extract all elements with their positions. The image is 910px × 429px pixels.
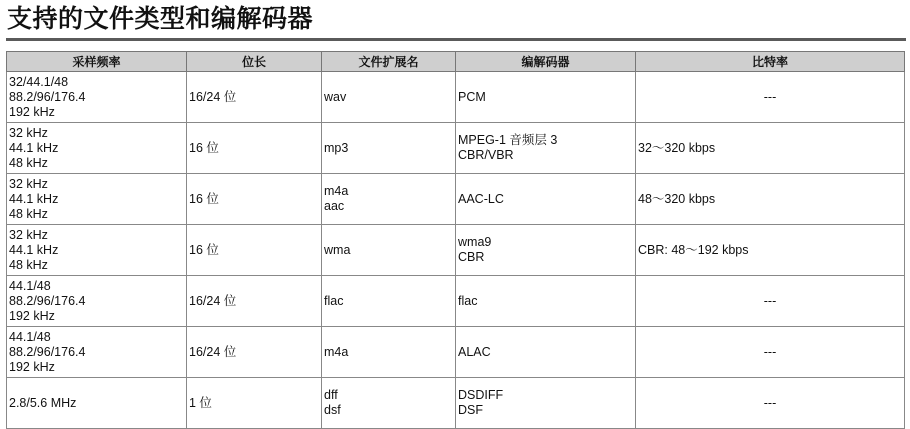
table-row: [7, 174, 905, 225]
codec-cell-line: CBR/VBR: [458, 148, 514, 162]
table-row: [7, 327, 905, 378]
bit-length-cell: 16/24 位: [187, 327, 322, 378]
bitrate-cell: 48～320 kbps: [636, 174, 905, 225]
header-codec: 编解码器: [456, 52, 636, 72]
bit-length-cell: 16/24 位: [187, 72, 322, 123]
sampling-frequency-cell-line: 32 kHz: [9, 176, 48, 191]
bitrate-cell: ---: [636, 327, 905, 378]
bitrate-cell: CBR: 48～192 kbps: [636, 225, 905, 276]
sampling-frequency-cell-line: 192 kHz: [9, 104, 55, 119]
sampling-frequency-cell-line: 48 kHz: [9, 257, 48, 272]
header-bit-length: 位长: [187, 52, 322, 72]
sampling-frequency-cell-line: 44.1/48: [9, 278, 51, 293]
sampling-frequency-cell: [7, 225, 187, 276]
header-sampling-frequency: 采样频率: [7, 52, 187, 72]
bit-length-cell: 16 位: [187, 123, 322, 174]
title-divider: [6, 38, 906, 41]
bitrate-cell: ---: [636, 72, 905, 123]
sampling-frequency-cell: [7, 174, 187, 225]
sampling-frequency-cell-line: 192 kHz: [9, 308, 55, 323]
codec-cell-line: DSDIFF: [458, 388, 504, 402]
file-extension-cell-line: mp3: [324, 140, 349, 155]
sampling-frequency-cell-line: 192 kHz: [9, 359, 55, 374]
header-bitrate: 比特率: [636, 52, 905, 72]
sampling-frequency-cell-line: 88.2/96/176.4: [9, 344, 86, 359]
page-title: 支持的文件类型和编解码器: [7, 4, 314, 33]
sampling-frequency-cell-line: 44.1 kHz: [9, 191, 59, 206]
bit-length-cell: 16 位: [187, 174, 322, 225]
file-extension-cell-line: flac: [324, 293, 344, 308]
file-extension-cell-line: m4a: [324, 184, 349, 198]
sampling-frequency-cell-line: 32/44.1/48: [9, 74, 69, 89]
file-extension-cell: [322, 225, 456, 276]
sampling-frequency-cell-line: 44.1/48: [9, 329, 51, 344]
file-extension-cell: [322, 72, 456, 123]
sampling-frequency-cell-line: 44.1 kHz: [9, 242, 59, 257]
sampling-frequency-cell: [7, 327, 187, 378]
sampling-frequency-cell: [7, 123, 187, 174]
table-row: [7, 123, 905, 174]
sampling-frequency-cell-line: 48 kHz: [9, 206, 48, 221]
file-extension-cell-line: wav: [324, 89, 347, 104]
sampling-frequency-cell-line: 44.1 kHz: [9, 140, 59, 155]
sampling-frequency-cell-line: 2.8/5.6 MHz: [9, 395, 77, 410]
bit-length-cell: 1 位: [187, 378, 322, 429]
file-extension-cell: [322, 378, 456, 429]
file-extension-cell: [322, 327, 456, 378]
file-type-table: [6, 51, 905, 429]
codec-cell-line: AAC-LC: [458, 191, 504, 206]
file-extension-cell-line: dff: [324, 388, 338, 402]
sampling-frequency-cell-line: 88.2/96/176.4: [9, 293, 86, 308]
sampling-frequency-cell: [7, 72, 187, 123]
codec-cell: [456, 276, 636, 327]
codec-cell-line: wma9: [458, 235, 492, 249]
file-extension-cell-line: aac: [324, 199, 345, 213]
codec-cell: [456, 123, 636, 174]
codec-cell: [456, 378, 636, 429]
codec-cell: [456, 72, 636, 123]
codec-cell-line: flac: [458, 293, 478, 308]
bit-length-cell: 16/24 位: [187, 276, 322, 327]
sampling-frequency-cell-line: 32 kHz: [9, 125, 48, 140]
sampling-frequency-cell: [7, 378, 187, 429]
sampling-frequency-cell-line: 32 kHz: [9, 227, 48, 242]
file-extension-cell-line: dsf: [324, 403, 341, 417]
bitrate-cell: 32～320 kbps: [636, 123, 905, 174]
codec-cell-line: DSF: [458, 403, 483, 417]
codec-cell: [456, 225, 636, 276]
bitrate-cell: ---: [636, 378, 905, 429]
codec-cell-line: ALAC: [458, 344, 491, 359]
table-header-row: [7, 52, 905, 72]
file-extension-cell-line: m4a: [324, 344, 349, 359]
codec-cell-line: PCM: [458, 89, 486, 104]
file-extension-cell: [322, 174, 456, 225]
header-file-extension: 文件扩展名: [322, 52, 456, 72]
table-row: [7, 72, 905, 123]
codec-cell: [456, 327, 636, 378]
codec-cell-line: CBR: [458, 250, 485, 264]
table-row: [7, 378, 905, 429]
codec-cell: [456, 174, 636, 225]
file-extension-cell: [322, 276, 456, 327]
sampling-frequency-cell: [7, 276, 187, 327]
sampling-frequency-cell-line: 48 kHz: [9, 155, 48, 170]
sampling-frequency-cell-line: 88.2/96/176.4: [9, 89, 86, 104]
codec-cell-line: MPEG-1 音频层 3: [458, 133, 558, 147]
bitrate-cell: ---: [636, 276, 905, 327]
table-row: [7, 225, 905, 276]
file-extension-cell: [322, 123, 456, 174]
file-extension-cell-line: wma: [324, 242, 351, 257]
table-row: [7, 276, 905, 327]
bit-length-cell: 16 位: [187, 225, 322, 276]
